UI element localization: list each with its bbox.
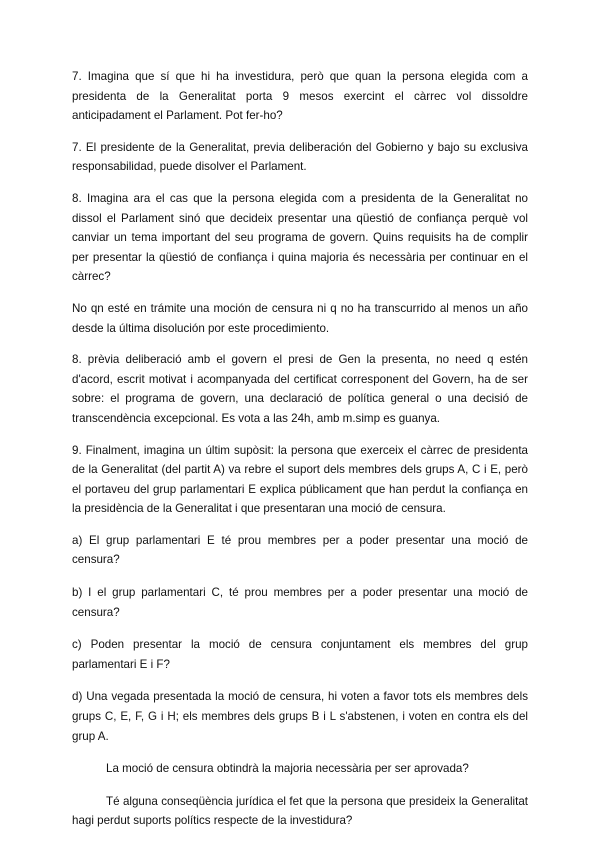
question-9a: a) El grup parlamentari E té prou membres per a poder presentar una moció de censura? bbox=[72, 533, 528, 567]
question-9d-consequence: Té alguna conseqüència jurídica el fet que la persona que presideix la Generalitat hagi perdut suports polítics respecte de la investidura? bbox=[72, 794, 528, 828]
question-9d: d) Una vegada presentada la moció de censura, hi voten a favor tots els membres dels grups C, E, F, G i H; els membres dels grups B i L s'abstenen, i voten en contra els del grup A. bbox=[72, 690, 528, 743]
question-9b: b) I el grup parlamentari C, té prou membres per a poder presentar una moció de censura? bbox=[72, 586, 528, 619]
answer-8-requirements: No qn esté en trámite una moción de censura ni q no ha transcurrido al menos un año desde la última disolución por este procedimiento. bbox=[72, 301, 528, 335]
question-9c: c) Poden presentar la moció de censura conjuntament els membres del grup parlamentari E i F? bbox=[72, 638, 528, 671]
question-9d-majority: La moció de censura obtindrà la majoria necessària per ser aprovada? bbox=[106, 762, 469, 776]
answer-7: 7. El presidente de la Generalitat, previa deliberación del Gobierno y bajo su exclusiva responsabilidad, puede disolver el Parlament. bbox=[72, 140, 528, 174]
question-7: 7. Imagina que sí que hi ha investidura, però que quan la persona elegida com a presidenta de la Generalitat porta 9 mesos exercint el càrrec vol dissoldre anticipadament el Parlament. Pot fer-ho? bbox=[72, 70, 528, 123]
answer-8-procedure: 8. prèvia deliberació amb el govern el presi de Gen la presenta, no need q estén d'acord, escrit motivat i acompanyada del certificat corresponent del Govern, ha de ser sobre: el programa de govern, una declaració de política general o una decisió de transcendència excepcional. Es vota a las 24h, amb m.simp es guanya. bbox=[72, 353, 528, 425]
question-9: 9. Finalment, imagina un últim supòsit: la persona que exerceix el càrrec de presidenta de la Generalitat (del partit A) va rebre el suport dels membres dels grups A, C i E, però el portaveu del grup parlamentari E explica públicament que han perdut la confiança en la presidència de la Generalitat i que presentaran una moció de censura. bbox=[72, 443, 528, 516]
question-8: 8. Imagina ara el cas que la persona elegida com a presidenta de la Generalitat no dissol el Parlament sinó que decideix presentar una qüestió de confiança perquè vol canviar un tema important del seu programa de govern. Quins requisits ha de complir per presentar la qüestió de confiança i quina majoria és necessària per continuar en el càrrec? bbox=[72, 191, 528, 284]
